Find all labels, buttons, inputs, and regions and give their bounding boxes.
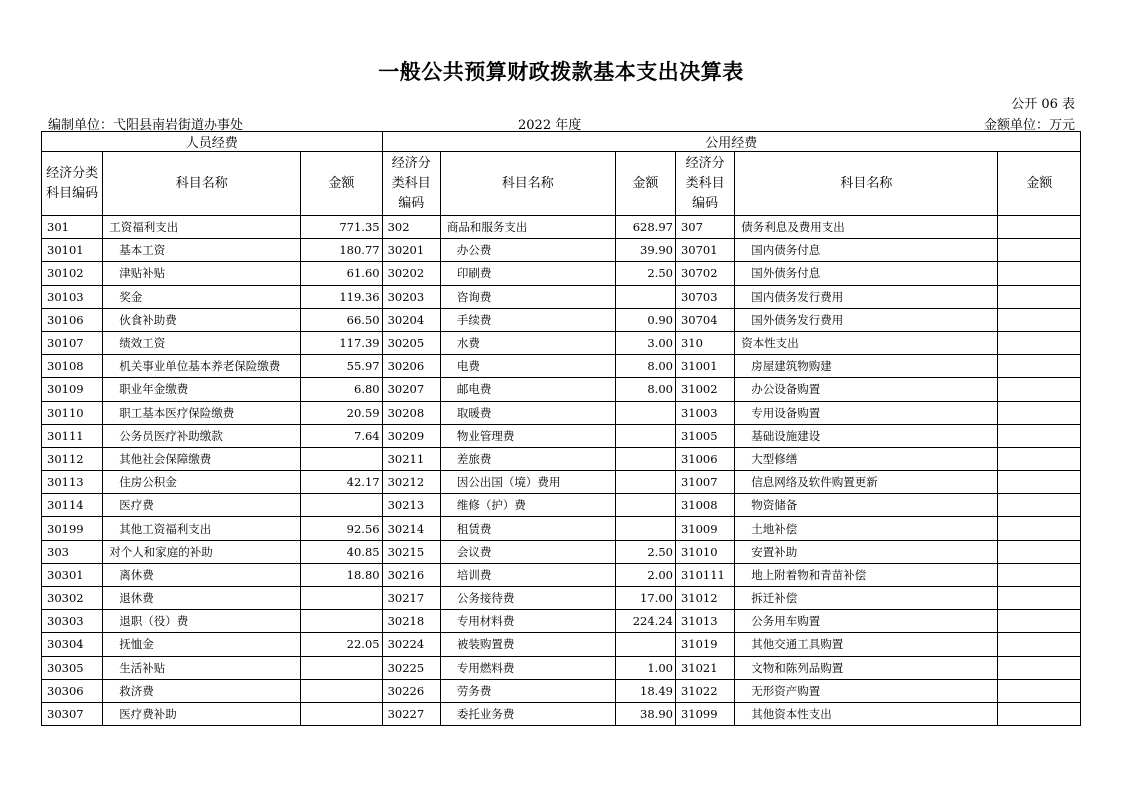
amount: 3.00: [615, 331, 675, 354]
account-name: 印刷费: [440, 262, 615, 285]
amount: 38.90: [615, 702, 675, 725]
col-header-name: 科目名称: [735, 152, 998, 216]
amount: 0.90: [615, 308, 675, 331]
account-name: 住房公积金: [103, 471, 301, 494]
table-row: [42, 285, 1081, 308]
col-header-amount: 金额: [615, 152, 675, 216]
account-name: 因公出国（境）费用: [440, 471, 615, 494]
table-row: [42, 702, 1081, 725]
amount: [998, 656, 1081, 679]
account-code: 30212: [382, 471, 440, 494]
account-code: 30701: [675, 239, 734, 262]
account-code: 30204: [382, 308, 440, 331]
amount: [615, 401, 675, 424]
account-name: 专用燃料费: [440, 656, 615, 679]
account-code: 30108: [42, 355, 103, 378]
amount: 771.35: [301, 216, 382, 239]
account-code: 31005: [675, 424, 734, 447]
amount: [301, 679, 382, 702]
col-header-name: 科目名称: [103, 152, 301, 216]
account-name: 公务用车购置: [735, 610, 998, 633]
table-row: [42, 679, 1081, 702]
account-name: 无形资产购置: [735, 679, 998, 702]
account-code: 30207: [382, 378, 440, 401]
fiscal-year: 2022 年度: [518, 118, 582, 133]
money-unit: 金额单位：万元: [983, 118, 1075, 133]
amount: [998, 424, 1081, 447]
account-name: 房屋建筑物购建: [735, 355, 998, 378]
account-name: 绩效工资: [103, 331, 301, 354]
form-number: 公开 06 表: [1011, 97, 1075, 112]
account-name: 基础设施建设: [735, 424, 998, 447]
account-code: 31010: [675, 540, 734, 563]
col-header-amount: 金额: [998, 152, 1081, 216]
amount: [998, 378, 1081, 401]
account-name: 国外债务发行费用: [735, 308, 998, 331]
account-code: 31008: [675, 494, 734, 517]
amount: [998, 262, 1081, 285]
amount: 61.60: [301, 262, 382, 285]
account-code: 30216: [382, 563, 440, 586]
col-header-amount: 金额: [301, 152, 382, 216]
account-code: 30199: [42, 517, 103, 540]
amount: 40.85: [301, 540, 382, 563]
account-name: 债务利息及费用支出: [735, 216, 998, 239]
account-code: 30304: [42, 633, 103, 656]
table-row: [42, 656, 1081, 679]
amount: [998, 679, 1081, 702]
account-code: 303: [42, 540, 103, 563]
amount: [301, 702, 382, 725]
amount: [998, 587, 1081, 610]
group-header-personnel: 人员经费: [42, 132, 383, 152]
account-code: 30226: [382, 679, 440, 702]
amount: [998, 610, 1081, 633]
account-code: 301: [42, 216, 103, 239]
amount: [615, 517, 675, 540]
account-name: 信息网络及软件购置更新: [735, 471, 998, 494]
account-name: 退休费: [103, 587, 301, 610]
amount: [301, 610, 382, 633]
account-name: 手续费: [440, 308, 615, 331]
account-name: 公务员医疗补助缴款: [103, 424, 301, 447]
column-header-row: [42, 152, 1081, 216]
amount: 117.39: [301, 331, 382, 354]
amount: [301, 656, 382, 679]
account-name: 奖金: [103, 285, 301, 308]
account-code: 30110: [42, 401, 103, 424]
account-name: 差旅费: [440, 447, 615, 470]
amount: 39.90: [615, 239, 675, 262]
amount: [998, 540, 1081, 563]
account-name: 大型修缮: [735, 447, 998, 470]
account-name: 对个人和家庭的补助: [103, 540, 301, 563]
account-code: 30208: [382, 401, 440, 424]
col-header-code: 经济分类科目编码: [42, 152, 103, 216]
account-name: 取暖费: [440, 401, 615, 424]
amount: 18.80: [301, 563, 382, 586]
account-name: 商品和服务支出: [440, 216, 615, 239]
table-row: [42, 517, 1081, 540]
account-code: 30107: [42, 331, 103, 354]
amount: 628.97: [615, 216, 675, 239]
amount: [998, 401, 1081, 424]
amount: 92.56: [301, 517, 382, 540]
table-row: [42, 355, 1081, 378]
report-meta: [48, 114, 1075, 133]
table-row: [42, 610, 1081, 633]
account-code: 30111: [42, 424, 103, 447]
group-header-row: [42, 132, 1081, 152]
account-code: 30203: [382, 285, 440, 308]
amount: [998, 355, 1081, 378]
compiling-unit: 编制单位：弋阳县南岩街道办事处: [48, 118, 244, 133]
expenditure-table: [41, 131, 1081, 726]
account-code: 31013: [675, 610, 734, 633]
group-header-public: 公用经费: [382, 132, 1080, 152]
amount: [998, 633, 1081, 656]
amount: 18.49: [615, 679, 675, 702]
account-name: 离休费: [103, 563, 301, 586]
account-code: 30214: [382, 517, 440, 540]
account-name: 机关事业单位基本养老保险缴费: [103, 355, 301, 378]
account-name: 劳务费: [440, 679, 615, 702]
table-row: [42, 563, 1081, 586]
account-name: 医疗费: [103, 494, 301, 517]
amount: [301, 494, 382, 517]
table-row: [42, 471, 1081, 494]
amount: 224.24: [615, 610, 675, 633]
table-row: [42, 262, 1081, 285]
account-name: 伙食补助费: [103, 308, 301, 331]
amount: 2.00: [615, 563, 675, 586]
account-code: 310111: [675, 563, 734, 586]
account-code: 30102: [42, 262, 103, 285]
amount: 119.36: [301, 285, 382, 308]
amount: [998, 331, 1081, 354]
account-code: 30303: [42, 610, 103, 633]
account-name: 国外债务付息: [735, 262, 998, 285]
account-code: 30703: [675, 285, 734, 308]
table-row: [42, 308, 1081, 331]
account-code: 31021: [675, 656, 734, 679]
account-code: 30209: [382, 424, 440, 447]
account-name: 医疗费补助: [103, 702, 301, 725]
account-code: 30217: [382, 587, 440, 610]
amount: 8.00: [615, 355, 675, 378]
account-code: 30213: [382, 494, 440, 517]
account-code: 30211: [382, 447, 440, 470]
account-code: 310: [675, 331, 734, 354]
account-code: 30205: [382, 331, 440, 354]
account-name: 生活补贴: [103, 656, 301, 679]
account-name: 其他工资福利支出: [103, 517, 301, 540]
account-name: 职业年金缴费: [103, 378, 301, 401]
amount: [998, 702, 1081, 725]
account-code: 30224: [382, 633, 440, 656]
account-code: 31099: [675, 702, 734, 725]
account-code: 30114: [42, 494, 103, 517]
table-row: [42, 587, 1081, 610]
account-code: 30112: [42, 447, 103, 470]
account-code: 30225: [382, 656, 440, 679]
account-code: 31001: [675, 355, 734, 378]
account-code: 30302: [42, 587, 103, 610]
amount: [615, 285, 675, 308]
account-code: 302: [382, 216, 440, 239]
account-name: 抚恤金: [103, 633, 301, 656]
table-row: [42, 540, 1081, 563]
amount: [615, 447, 675, 470]
amount: [301, 447, 382, 470]
account-name: 办公设备购置: [735, 378, 998, 401]
amount: [615, 494, 675, 517]
account-code: 30103: [42, 285, 103, 308]
account-name: 电费: [440, 355, 615, 378]
account-code: 31006: [675, 447, 734, 470]
amount: 20.59: [301, 401, 382, 424]
amount: 66.50: [301, 308, 382, 331]
account-name: 安置补助: [735, 540, 998, 563]
table-row: [42, 494, 1081, 517]
account-code: 30215: [382, 540, 440, 563]
account-code: 30106: [42, 308, 103, 331]
account-code: 30306: [42, 679, 103, 702]
amount: [998, 308, 1081, 331]
account-name: 救济费: [103, 679, 301, 702]
col-header-code: 经济分类科目编码: [675, 152, 734, 216]
account-name: 地上附着物和青苗补偿: [735, 563, 998, 586]
table-row: [42, 216, 1081, 239]
table-row: [42, 401, 1081, 424]
table-row: [42, 424, 1081, 447]
account-name: 咨询费: [440, 285, 615, 308]
account-name: 国内债务发行费用: [735, 285, 998, 308]
account-name: 其他资本性支出: [735, 702, 998, 725]
amount: 6.80: [301, 378, 382, 401]
account-name: 培训费: [440, 563, 615, 586]
account-name: 职工基本医疗保险缴费: [103, 401, 301, 424]
col-header-code: 经济分类科目编码: [382, 152, 440, 216]
account-name: 其他交通工具购置: [735, 633, 998, 656]
account-code: 307: [675, 216, 734, 239]
amount: [998, 447, 1081, 470]
account-code: 31022: [675, 679, 734, 702]
account-name: 办公费: [440, 239, 615, 262]
account-name: 专用材料费: [440, 610, 615, 633]
account-code: 30702: [675, 262, 734, 285]
amount: 7.64: [301, 424, 382, 447]
amount: 55.97: [301, 355, 382, 378]
account-name: 被装购置费: [440, 633, 615, 656]
account-name: 资本性支出: [735, 331, 998, 354]
account-name: 退职（役）费: [103, 610, 301, 633]
amount: [615, 471, 675, 494]
account-code: 30301: [42, 563, 103, 586]
account-name: 物资储备: [735, 494, 998, 517]
table-row: [42, 447, 1081, 470]
amount: 2.50: [615, 262, 675, 285]
amount: [615, 633, 675, 656]
account-name: 水费: [440, 331, 615, 354]
account-name: 工资福利支出: [103, 216, 301, 239]
account-name: 委托业务费: [440, 702, 615, 725]
account-code: 30704: [675, 308, 734, 331]
account-name: 拆迁补偿: [735, 587, 998, 610]
table-row: [42, 378, 1081, 401]
amount: 180.77: [301, 239, 382, 262]
amount: 1.00: [615, 656, 675, 679]
amount: [301, 587, 382, 610]
account-code: 30227: [382, 702, 440, 725]
table-row: [42, 239, 1081, 262]
amount: [998, 285, 1081, 308]
amount: [998, 494, 1081, 517]
account-name: 土地补偿: [735, 517, 998, 540]
account-name: 其他社会保障缴费: [103, 447, 301, 470]
account-code: 30305: [42, 656, 103, 679]
account-code: 30101: [42, 239, 103, 262]
account-name: 维修（护）费: [440, 494, 615, 517]
col-header-name: 科目名称: [440, 152, 615, 216]
account-code: 30201: [382, 239, 440, 262]
account-name: 专用设备购置: [735, 401, 998, 424]
account-code: 30109: [42, 378, 103, 401]
account-name: 文物和陈列品购置: [735, 656, 998, 679]
amount: 2.50: [615, 540, 675, 563]
account-code: 30206: [382, 355, 440, 378]
account-code: 30307: [42, 702, 103, 725]
amount: [998, 216, 1081, 239]
account-code: 31012: [675, 587, 734, 610]
amount: 17.00: [615, 587, 675, 610]
account-name: 会议费: [440, 540, 615, 563]
report-title: 一般公共预算财政拨款基本支出决算表: [378, 59, 744, 84]
amount: 42.17: [301, 471, 382, 494]
amount: 8.00: [615, 378, 675, 401]
table-row: [42, 633, 1081, 656]
account-name: 租赁费: [440, 517, 615, 540]
account-name: 基本工资: [103, 239, 301, 262]
account-code: 30202: [382, 262, 440, 285]
account-code: 31019: [675, 633, 734, 656]
account-code: 31007: [675, 471, 734, 494]
amount: [615, 424, 675, 447]
amount: [998, 239, 1081, 262]
amount: [998, 471, 1081, 494]
account-code: 31003: [675, 401, 734, 424]
amount: 22.05: [301, 633, 382, 656]
account-code: 30113: [42, 471, 103, 494]
account-code: 30218: [382, 610, 440, 633]
account-code: 31002: [675, 378, 734, 401]
account-code: 31009: [675, 517, 734, 540]
amount: [998, 517, 1081, 540]
account-name: 国内债务付息: [735, 239, 998, 262]
table-row: [42, 331, 1081, 354]
account-name: 津贴补贴: [103, 262, 301, 285]
amount: [998, 563, 1081, 586]
account-name: 公务接待费: [440, 587, 615, 610]
account-name: 物业管理费: [440, 424, 615, 447]
account-name: 邮电费: [440, 378, 615, 401]
